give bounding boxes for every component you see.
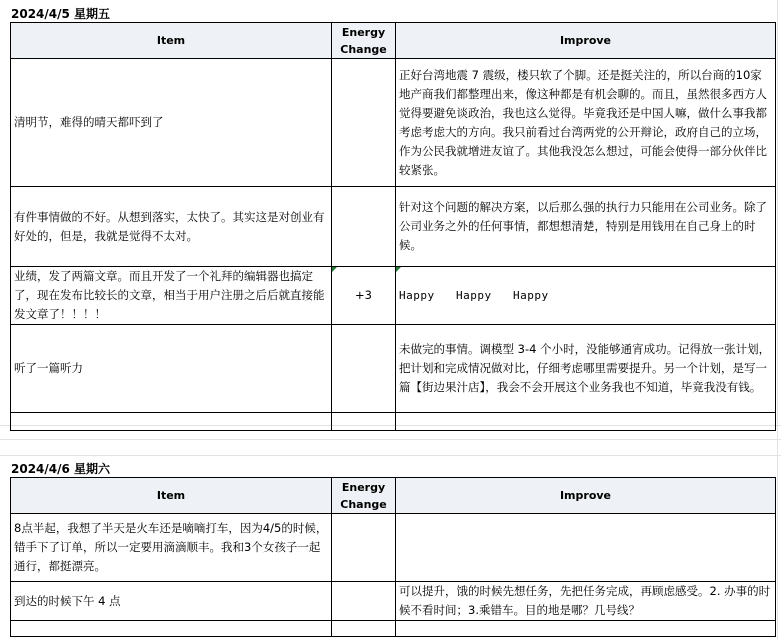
energy-cell[interactable] [332, 413, 396, 431]
grid-line [0, 439, 781, 440]
table-row [11, 514, 776, 582]
energy-header: Energy Change [332, 478, 396, 514]
date-heading: 2024/4/5 星期五 [11, 7, 111, 21]
energy-header: Energy Change [332, 23, 396, 59]
energy-cell[interactable]: +3 [332, 267, 396, 325]
improve-cell[interactable]: Happy Happy Happy [396, 267, 776, 325]
item-cell[interactable]: 8点半起，我想了半天是火车还是嘀嘀打车，因为4/5的时候，错手下了订单，所以一定要用滴滴顺丰。我和3个女孩子一起通行，都挺漂亮。 [11, 514, 332, 582]
energy-cell[interactable] [332, 59, 396, 187]
item-cell[interactable]: 到达的时候下午 4 点 [11, 582, 332, 621]
improve-cell[interactable] [396, 413, 776, 431]
item-cell[interactable] [11, 621, 332, 637]
energy-cell[interactable] [332, 621, 396, 637]
table-row [11, 325, 776, 413]
improve-cell[interactable] [396, 621, 776, 637]
item-header: Item [11, 23, 332, 59]
energy-cell[interactable] [332, 187, 396, 267]
journal-table [10, 477, 776, 637]
header-row [11, 23, 776, 59]
item-cell[interactable]: 业绩，发了两篇文章。而且开发了一个礼拜的编辑器也搞定了，现在发布比较长的文章，相当于用户注册之后后就直接能发文章了！！！！ [11, 267, 332, 325]
header-row [11, 478, 776, 514]
journal-table [10, 22, 776, 431]
improve-cell[interactable]: 未做完的事情。调模型 3-4 个小时，没能够通宵成功。记得放一张计划，把计划和完成情况做对比，仔细考虑哪里需要提升。另一个计划，是写一篇【街边果汁店】，我会不会开展这个业务我也不知道，毕竟我没有钱。 [396, 325, 776, 413]
improve-cell[interactable]: 正好台湾地震 7 震级，楼只软了个脚。还是挺关注的，所以台商的10家地产商我们都整理出来，像这种都是有机会聊的。而且，虽然很多西方人觉得要避免谈政治，我也这么觉得。毕竟我还是中国人嘛，做什么事我都考虑考虑大的方向。我只前看过台湾两党的公开辩论，政府自己的立场，作为公民我就增进友谊了。其他我没怎么想过，可能会使得一部分伙伴比较紧张。 [396, 59, 776, 187]
item-cell[interactable]: 听了一篇听力 [11, 325, 332, 413]
table-row [11, 582, 776, 621]
table-row [11, 621, 776, 637]
improve-header: Improve [396, 478, 776, 514]
energy-cell[interactable] [332, 582, 396, 621]
table-row [11, 59, 776, 187]
grid-line [0, 455, 781, 456]
improve-cell[interactable] [396, 514, 776, 582]
table-row [11, 187, 776, 267]
date-heading: 2024/4/6 星期六 [11, 462, 111, 476]
item-cell[interactable] [11, 413, 332, 431]
improve-header: Improve [396, 23, 776, 59]
item-header: Item [11, 478, 332, 514]
item-cell[interactable]: 有件事情做的不好。从想到落实，太快了。其实这是对创业有好处的，但是，我就是觉得不太对。 [11, 187, 332, 267]
table-row [11, 267, 776, 325]
energy-cell[interactable] [332, 514, 396, 582]
item-cell[interactable]: 清明节，难得的晴天都吓到了 [11, 59, 332, 187]
table-row [11, 413, 776, 431]
energy-cell[interactable] [332, 325, 396, 413]
grid-line [777, 0, 778, 639]
improve-cell[interactable]: 可以提升，饿的时候先想任务，先把任务完成，再顾虑感受。2. 办事的时候不看时间；3.乘错车。目的地是哪？几号线？ [396, 582, 776, 621]
improve-cell[interactable]: 针对这个问题的解决方案，以后那么强的执行力只能用在公司业务。除了公司业务之外的任何事情，都想想清楚，特别是用钱用在自己身上的时候。 [396, 187, 776, 267]
